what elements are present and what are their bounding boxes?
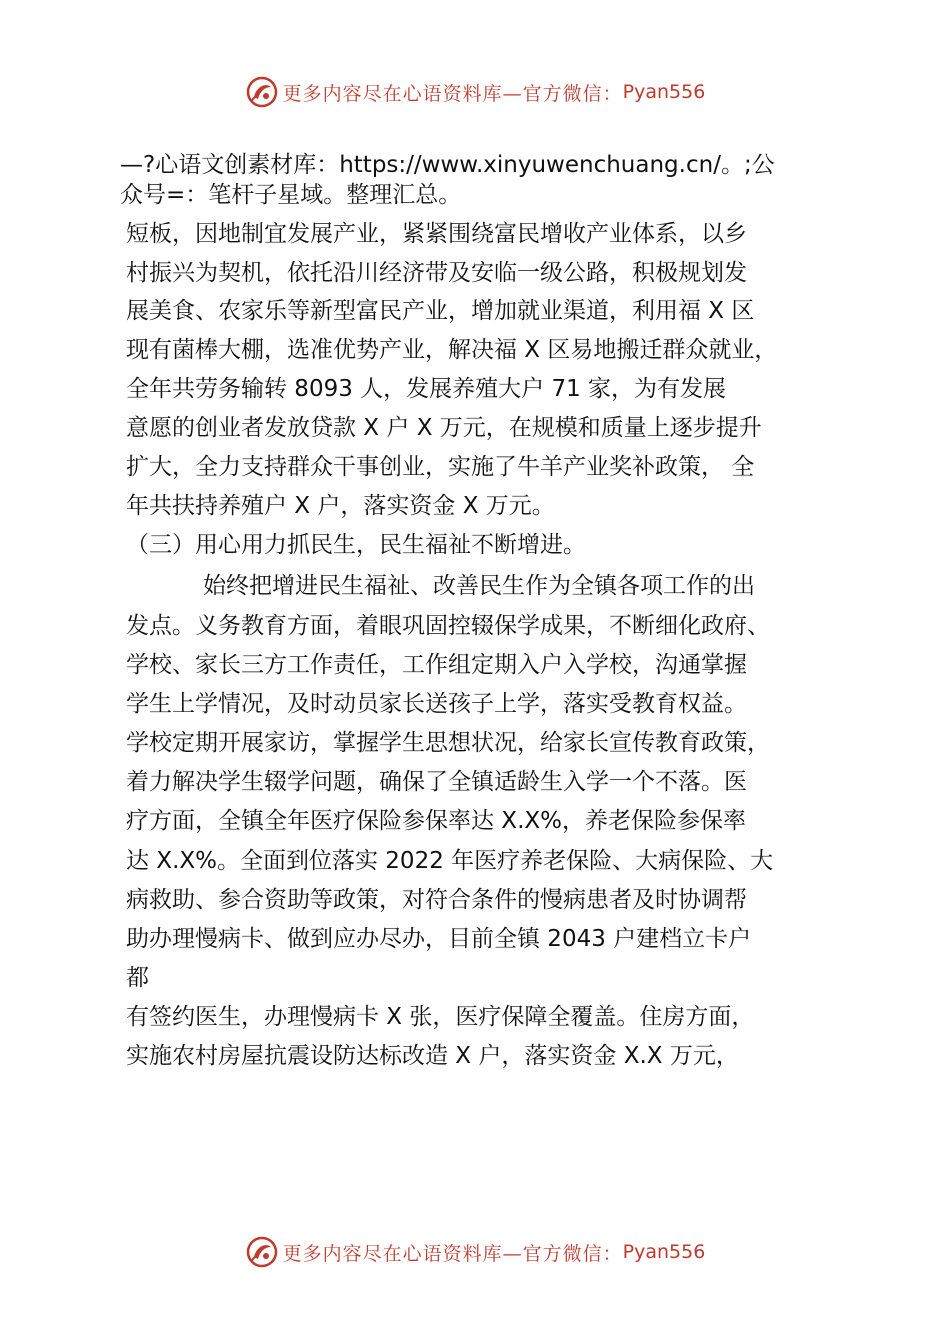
text-line: 学校定期开展家访，掌握学生思想状况，给家长宣传教育政策， xyxy=(126,730,770,756)
text-line: 发点。义务教育方面，着眼巩固控辍保学成果，不断细化政府、 xyxy=(126,613,770,639)
text-line: 扩大，全力支持群众干事创业，实施了牛羊产业奖补政策， 全 xyxy=(126,454,755,480)
text-line: 现有菌棒大棚，选准优势产业，解决福 X 区易地搬迁群众就业， xyxy=(126,337,778,363)
text-line: 学校、家长三方工作责任，工作组定期入户入学校，沟通掌握 xyxy=(126,652,747,678)
text-line: 疗方面，全镇全年医疗保险参保率达 X.X%，养老保险参保率 xyxy=(126,808,746,834)
text-line: 有签约医生，办理慢病卡 X 张，医疗保障全覆盖。住房方面， xyxy=(126,1004,755,1030)
text-line: 村振兴为契机，依托沿川经济带及安临一级公路，积极规划发 xyxy=(126,260,747,286)
logo-icon xyxy=(245,75,279,109)
text-line: 众号=：笔杆子星域。整理汇总。 xyxy=(120,182,462,208)
text-line: 都 xyxy=(126,965,149,991)
banner-account: Pyan556 xyxy=(622,81,706,103)
header-banner xyxy=(0,72,950,112)
logo-icon xyxy=(245,1235,279,1269)
banner-account: Pyan556 xyxy=(622,1241,706,1263)
text-line: 全年共劳务输转 8093 人，发展养殖大户 71 家，为有发展 xyxy=(126,376,727,402)
footer-banner xyxy=(0,1232,950,1272)
text-line: 年共扶持养殖户 X 户，落实资金 X 万元。 xyxy=(126,493,555,519)
text-line: 实施农村房屋抗震设防达标改造 X 户，落实资金 X.X 万元， xyxy=(126,1043,739,1069)
text-line: —?心语文创素材库：https://www.xinyuwenchuang.cn/。;公 xyxy=(120,152,775,178)
text-line: 意愿的创业者发放贷款 X 户 X 万元，在规模和质量上逐步提升 xyxy=(126,415,762,441)
text-line: 达 X.X%。全面到位落实 2022 年医疗养老保险、大病保险、大 xyxy=(126,848,774,874)
text-line: 展美食、农家乐等新型富民产业，增加就业渠道，利用福 X 区 xyxy=(126,298,755,324)
text-line: 短板，因地制宜发展产业，紧紧围绕富民增收产业体系，以乡 xyxy=(126,221,747,247)
section-heading: （三）用心用力抓民生，民生福祉不断增进。 xyxy=(126,532,586,558)
banner-text: 更多内容尽在心语资料库—官方微信： xyxy=(282,82,623,105)
banner-text: 更多内容尽在心语资料库—官方微信： xyxy=(282,1242,623,1265)
text-line: 学生上学情况，及时动员家长送孩子上学，落实受教育权益。 xyxy=(126,691,747,717)
text-line: 病救助、参合资助等政策，对符合条件的慢病患者及时协调帮 xyxy=(126,887,747,913)
text-line: 助办理慢病卡、做到应办尽办，目前全镇 2043 户建档立卡户 xyxy=(126,926,752,952)
text-line: 着力解决学生辍学问题，确保了全镇适龄生入学一个不落。医 xyxy=(126,769,747,795)
text-line: 始终把增进民生福祉、改善民生作为全镇各项工作的出 xyxy=(203,573,755,599)
